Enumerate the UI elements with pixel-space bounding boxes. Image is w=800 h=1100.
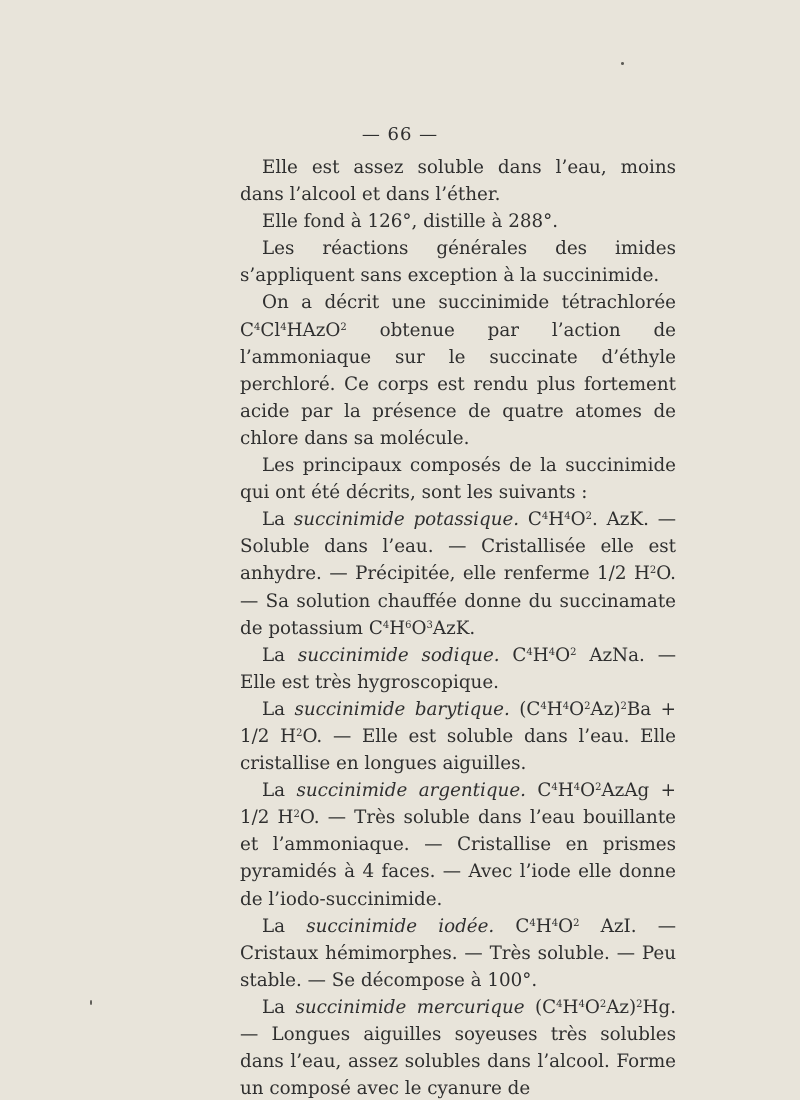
formula-subscript: 2 [620, 700, 627, 712]
formula-subscript: 4 [551, 917, 559, 929]
formula-subscript: 4 [540, 700, 547, 712]
text-run: Az) [606, 996, 637, 1018]
text-run: La [262, 698, 295, 720]
text-run: Les principaux composés de la succinimide qui ont été décrits, sont les suivants : [240, 455, 676, 504]
text-run: Les réactions générales des imides s’appliquent sans exception à la succinimide. [240, 238, 676, 287]
text-run: obtenue par l’action de l’ammoniaque sur le succinate d’éthyle perchloré. Ce corps est rendu plus fortement acide par la présence de quatre atomes de chlore dans sa molécule. [240, 319, 676, 449]
formula-subscript: 2 [570, 646, 577, 658]
paragraph-p3 [240, 235, 676, 289]
text-run: (C [509, 698, 541, 720]
text-run: . AzK. — Soluble dans l’eau. — Cristallisée elle est anhydre. — Précipitée, elle renferme 1/2 H [240, 509, 676, 585]
formula-subscript: 2 [296, 727, 303, 739]
text-run: Cl [260, 319, 281, 341]
formula-subscript: 4 [254, 321, 261, 333]
formula-subscript: 2 [573, 917, 580, 929]
text-run: H [546, 698, 563, 720]
text-run: O [555, 644, 571, 666]
formula-subscript: 2 [636, 998, 643, 1010]
text-run: H [557, 780, 574, 802]
text-run: H [532, 644, 549, 666]
text-run: (C [524, 996, 557, 1018]
text-run: Ba + 1/2 H [240, 698, 676, 747]
formula-subscript: 4 [382, 619, 390, 631]
formula-subscript: 2 [340, 321, 347, 333]
text-run: Elle est assez soluble dans l’eau, moins dans l’alcool et dans l’éther. [240, 157, 676, 206]
page-number: — 66 — [361, 124, 439, 145]
compound-name: succinimide iodée. [306, 915, 495, 937]
paragraph-p9 [240, 777, 676, 912]
paragraph-p11 [240, 994, 676, 1100]
text-run: La [262, 996, 296, 1018]
text-run: O [580, 780, 596, 802]
text-run: H [548, 509, 565, 531]
formula-subscript: 2 [293, 809, 300, 821]
paper-speck [621, 62, 624, 65]
paragraph-p10 [240, 913, 676, 994]
text-run: La [262, 780, 297, 802]
formula-subscript: 4 [548, 646, 556, 658]
text-run: Elle fond à 126°, distille à 288°. [262, 211, 559, 233]
paragraph-p6 [240, 506, 676, 641]
formula-subscript: 4 [551, 782, 558, 794]
text-run: C [494, 915, 530, 937]
text-run: O [558, 915, 574, 937]
formula-subscript: 4 [578, 998, 585, 1010]
text-run: Az) [590, 698, 621, 720]
paragraph-p1 [240, 154, 676, 208]
text-run: La [262, 644, 298, 666]
text-run: H [562, 996, 579, 1018]
compound-name: succinimide potassique. [293, 509, 520, 531]
text-run: Hg. — Longues aiguilles soyeuses très solubles dans l’eau, assez solubles dans l’alcool. Forme un composé avec le cyanure de [240, 996, 677, 1100]
formula-subscript: 2 [599, 998, 607, 1010]
formula-subscript: 4 [573, 782, 581, 794]
formula-subscript: 2 [584, 700, 591, 712]
text-run: O [570, 509, 586, 531]
text-run: O [569, 698, 585, 720]
text-run: H [389, 617, 406, 639]
body-text [240, 154, 676, 1100]
formula-subscript: 4 [280, 321, 287, 333]
compound-name: succinimide barytique. [294, 698, 510, 720]
text-run: O [411, 617, 427, 639]
formula-subscript: 2 [585, 511, 592, 523]
formula-subscript: 4 [529, 917, 536, 929]
text-run: O. — Elle est soluble dans l’eau. Elle cristallise en longues aiguilles. [240, 725, 676, 775]
compound-name: succinimide mercurique [295, 996, 525, 1018]
compound-name: succinimide sodique. [297, 644, 500, 666]
paragraph-p8 [240, 696, 676, 777]
text-run: La [262, 509, 294, 531]
paper-speck [90, 1000, 92, 1005]
text-run: H [535, 915, 552, 937]
text-run: AzAg + 1/2 H [240, 780, 676, 829]
text-run: AzK. [432, 617, 476, 639]
text-run: C [525, 780, 552, 802]
text-run: O. — Sa solution chauffée donne du succinamate de potassium C [240, 563, 676, 639]
formula-subscript: 3 [426, 619, 433, 631]
text-run: HAzO [286, 319, 341, 341]
formula-subscript: 4 [562, 700, 570, 712]
formula-subscript: 6 [405, 619, 412, 631]
text-run: La [262, 915, 307, 937]
compound-name: succinimide argentique. [296, 780, 526, 802]
formula-subscript: 4 [556, 998, 563, 1010]
formula-subscript: 2 [649, 565, 657, 577]
text-run: O. — Très soluble dans l’eau bouillante et l’ammoniaque. — Cristallise en prismes pyramidés à 4 faces. — Avec l’iode elle donne de l’iodo-succinimide. [240, 807, 676, 910]
text-run: O [584, 996, 600, 1018]
text-run: AzI. — Cristaux hémimorphes. — Très soluble. — Peu stable. — Se décompose à 100°. [240, 915, 676, 991]
formula-subscript: 2 [595, 782, 602, 794]
formula-subscript: 4 [564, 511, 571, 523]
paragraph-p2 [240, 208, 676, 235]
paragraph-p5 [240, 452, 676, 506]
text-run: C [519, 509, 542, 531]
formula-subscript: 4 [526, 646, 533, 658]
paragraph-p7 [240, 642, 676, 696]
formula-subscript: 4 [541, 511, 549, 523]
paragraph-p4 [240, 289, 676, 452]
text-run: C [499, 644, 527, 666]
text-run: AzNa. — Elle est très hygroscopique. [240, 644, 676, 693]
text-run: On a décrit une succinimide tétrachlorée C [240, 292, 676, 341]
